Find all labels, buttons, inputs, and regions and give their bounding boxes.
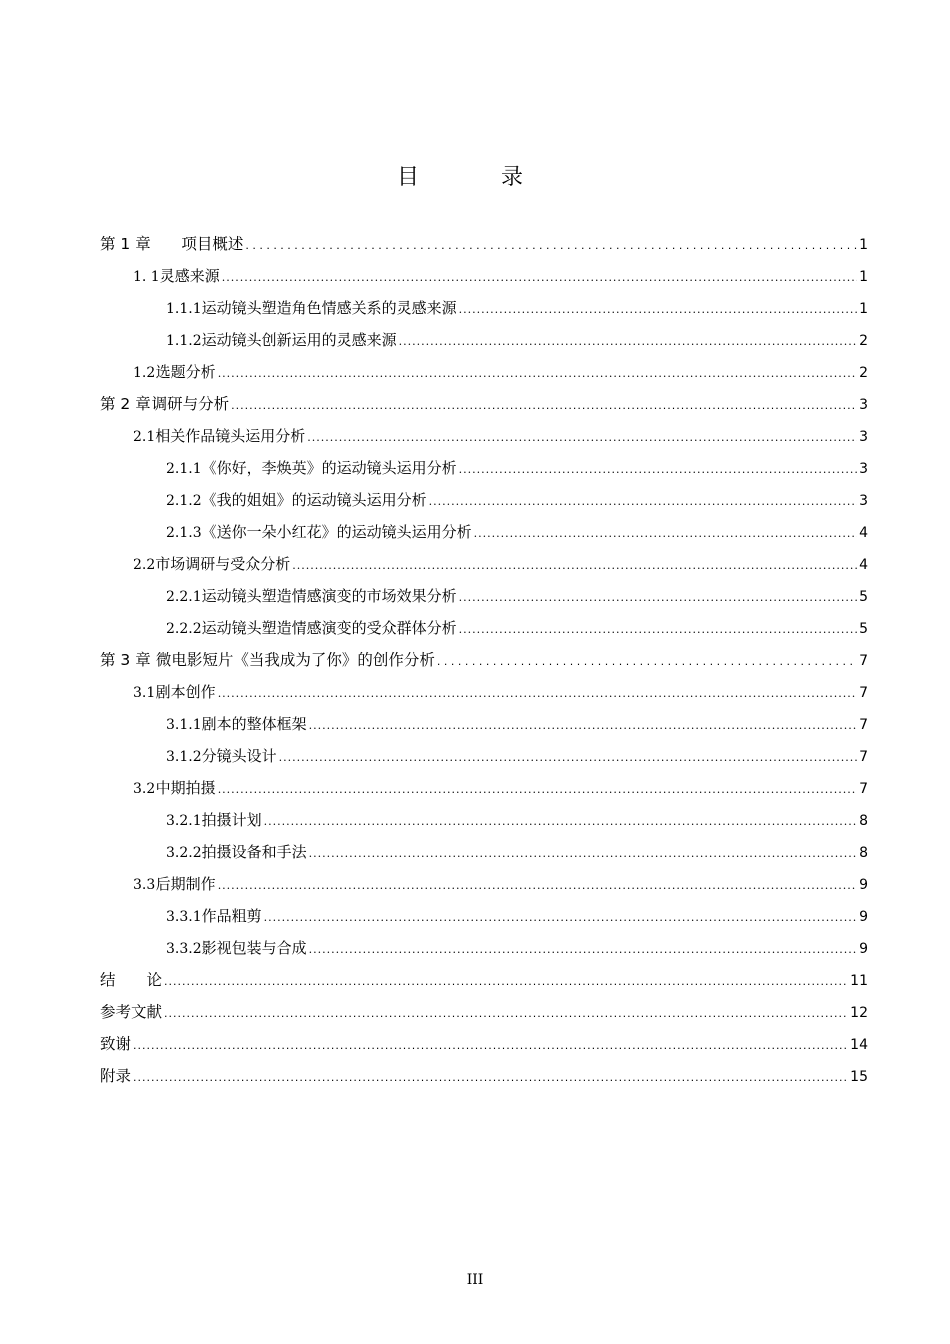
dot-leader (222, 262, 857, 294)
dot-leader (474, 518, 857, 550)
toc-entry-label: 运动镜头塑造角色情感关系的灵感来源 (201, 299, 457, 317)
toc-entry-label: 选题分析 (155, 363, 216, 381)
toc-entry-page: 12 (850, 1005, 868, 1021)
toc-entry[interactable] (100, 484, 868, 516)
toc-entry-page: 4 (859, 525, 868, 541)
toc-entry-label: 相关作品镜头运用分析 (155, 427, 306, 445)
toc-entry-label: 《送你一朵小红花》的运动镜头运用分析 (201, 523, 472, 541)
toc-entry[interactable] (100, 356, 868, 388)
toc-entry-label: 致谢 (100, 1035, 132, 1053)
toc-entry-number: 2.1.1 (166, 461, 202, 477)
toc-entry-page: 5 (859, 589, 868, 605)
page-number-footer: III (466, 1272, 484, 1288)
toc-entry-page: 7 (859, 653, 868, 669)
dot-leader (164, 998, 848, 1030)
dot-leader (309, 838, 857, 870)
dot-leader (133, 1030, 848, 1062)
toc-entry-number: 3.1 (133, 685, 156, 701)
toc-entry[interactable] (100, 740, 868, 772)
toc-entry[interactable] (100, 612, 868, 644)
toc-entry[interactable] (100, 580, 868, 612)
toc-entry-label: 《你好，李焕英》的运动镜头运用分析 (201, 459, 457, 477)
toc-entry-label: 参考文献 (100, 1003, 163, 1021)
toc-entry-number: 3.2.2 (166, 845, 202, 861)
toc-entry-label: 灵感来源 (159, 267, 220, 285)
toc-entry-number: 2.2.1 (166, 589, 202, 605)
toc-entry[interactable] (100, 964, 868, 996)
toc-entry[interactable] (100, 836, 868, 868)
toc-entry[interactable] (100, 676, 868, 708)
toc-entry-page: 7 (859, 781, 868, 797)
toc-entry-page: 1 (859, 237, 868, 253)
toc-entry[interactable] (100, 868, 868, 900)
dot-leader (164, 966, 848, 998)
dot-leader (309, 934, 857, 966)
toc-entry-page: 14 (850, 1037, 868, 1053)
dot-leader (218, 678, 857, 710)
toc-entry-page: 3 (859, 429, 868, 445)
toc-entry-number: 2.1 (133, 429, 156, 445)
toc-entry-number: 3.3 (133, 877, 156, 893)
toc-entry-label: 拍摄计划 (201, 811, 262, 829)
toc-entry-page: 9 (859, 909, 868, 925)
toc-entry-number: 2.2 (133, 557, 156, 573)
toc-entry-number: 第 2 章 (100, 395, 151, 413)
toc-entry[interactable] (100, 388, 868, 420)
toc-entry-number: 3.2.1 (166, 813, 202, 829)
toc-entry-page: 7 (859, 685, 868, 701)
toc-title: 目 录 (396, 165, 553, 190)
toc-entry-page: 1 (859, 269, 868, 285)
toc-entry-number: 3.3.2 (166, 941, 202, 957)
toc-entry-label: 市场调研与受众分析 (155, 555, 291, 573)
toc-entry-label: 项目概述 (181, 235, 244, 253)
toc-entry-label: 运动镜头塑造情感演变的市场效果分析 (201, 587, 457, 605)
dot-leader (218, 358, 857, 390)
toc-entry-number: 2.1.2 (166, 493, 202, 509)
dot-leader (133, 1062, 848, 1094)
toc-entry-number: 3.3.1 (166, 909, 202, 925)
dot-leader (264, 806, 857, 838)
toc-entry[interactable] (100, 260, 868, 292)
dot-leader (429, 486, 857, 518)
toc-entry-page: 8 (859, 813, 868, 829)
toc-entry-label: 影视包装与合成 (201, 939, 307, 957)
toc-entry-page: 5 (859, 621, 868, 637)
toc-entry[interactable] (100, 324, 868, 356)
toc-entry-number: 1.1.2 (166, 333, 202, 349)
toc-entry[interactable] (100, 932, 868, 964)
toc-entry-number: 第 1 章 (100, 235, 151, 253)
toc-entry-label: 中期拍摄 (155, 779, 216, 797)
toc-entry-number: 1. 1 (133, 269, 160, 285)
toc-entry-number: 1.1.1 (166, 301, 202, 317)
dot-leader (218, 774, 857, 806)
toc-entry-label: 剧本的整体框架 (201, 715, 307, 733)
toc-entry-page: 3 (859, 461, 868, 477)
toc-entry[interactable] (100, 548, 868, 580)
toc-entry-label: 《我的姐姐》的运动镜头运用分析 (201, 491, 427, 509)
toc-entry-label: 微电影短片《当我成为了你》的创作分析 (155, 651, 435, 669)
toc-entry[interactable] (100, 452, 868, 484)
toc-entry[interactable] (100, 900, 868, 932)
toc-entry-label: 附录 (100, 1067, 132, 1085)
toc-entry[interactable] (100, 708, 868, 740)
dot-leader (218, 870, 857, 902)
toc-entry-page: 2 (859, 333, 868, 349)
dot-leader (459, 614, 857, 646)
dot-leader (399, 326, 857, 358)
toc-entry[interactable] (100, 292, 868, 324)
toc-entry-number: 2.2.2 (166, 621, 202, 637)
toc-entry-number: 3.2 (133, 781, 156, 797)
dot-leader (264, 902, 857, 934)
dot-leader (459, 582, 857, 614)
toc-entry-page: 2 (859, 365, 868, 381)
toc-entry[interactable] (100, 228, 868, 260)
toc-entry-label: 调研与分析 (151, 395, 230, 413)
dot-leader (292, 550, 857, 582)
toc-entry-number: 3.1.1 (166, 717, 202, 733)
toc-entry-label: 分镜头设计 (201, 747, 277, 765)
toc-entry-page: 3 (859, 397, 868, 413)
toc-entry-label: 拍摄设备和手法 (201, 843, 307, 861)
dot-leader (307, 422, 857, 454)
table-of-contents (100, 228, 868, 1092)
toc-entry-label: 运动镜头创新运用的灵感来源 (201, 331, 397, 349)
toc-entry-page: 7 (859, 749, 868, 765)
toc-entry-page: 3 (859, 493, 868, 509)
toc-entry[interactable] (100, 644, 868, 676)
dot-leader (437, 646, 857, 678)
toc-entry[interactable] (100, 420, 868, 452)
toc-entry[interactable] (100, 804, 868, 836)
toc-entry-page: 9 (859, 877, 868, 893)
dot-leader (459, 454, 857, 486)
toc-entry[interactable] (100, 996, 868, 1028)
dot-leader (245, 230, 857, 262)
toc-entry-page: 7 (859, 717, 868, 733)
toc-entry-number: 1.2 (133, 365, 156, 381)
toc-entry[interactable] (100, 1060, 868, 1092)
toc-entry[interactable] (100, 772, 868, 804)
toc-entry[interactable] (100, 1028, 868, 1060)
toc-entry-page: 4 (859, 557, 868, 573)
toc-entry-label: 作品粗剪 (201, 907, 262, 925)
toc-entry[interactable] (100, 516, 868, 548)
dot-leader (231, 390, 857, 422)
toc-entry-number: 第 3 章 (100, 651, 151, 669)
toc-entry-number: 3.1.2 (166, 749, 202, 765)
dot-leader (279, 742, 857, 774)
dot-leader (459, 294, 857, 326)
toc-entry-page: 8 (859, 845, 868, 861)
toc-entry-number: 2.1.3 (166, 525, 202, 541)
toc-entry-page: 1 (859, 301, 868, 317)
toc-entry-label: 剧本创作 (155, 683, 216, 701)
toc-entry-label: 结 论 (100, 971, 163, 989)
dot-leader (309, 710, 857, 742)
toc-entry-label: 后期制作 (155, 875, 216, 893)
toc-entry-page: 15 (850, 1069, 868, 1085)
toc-entry-page: 11 (850, 973, 868, 989)
toc-entry-page: 9 (859, 941, 868, 957)
toc-entry-label: 运动镜头塑造情感演变的受众群体分析 (201, 619, 457, 637)
